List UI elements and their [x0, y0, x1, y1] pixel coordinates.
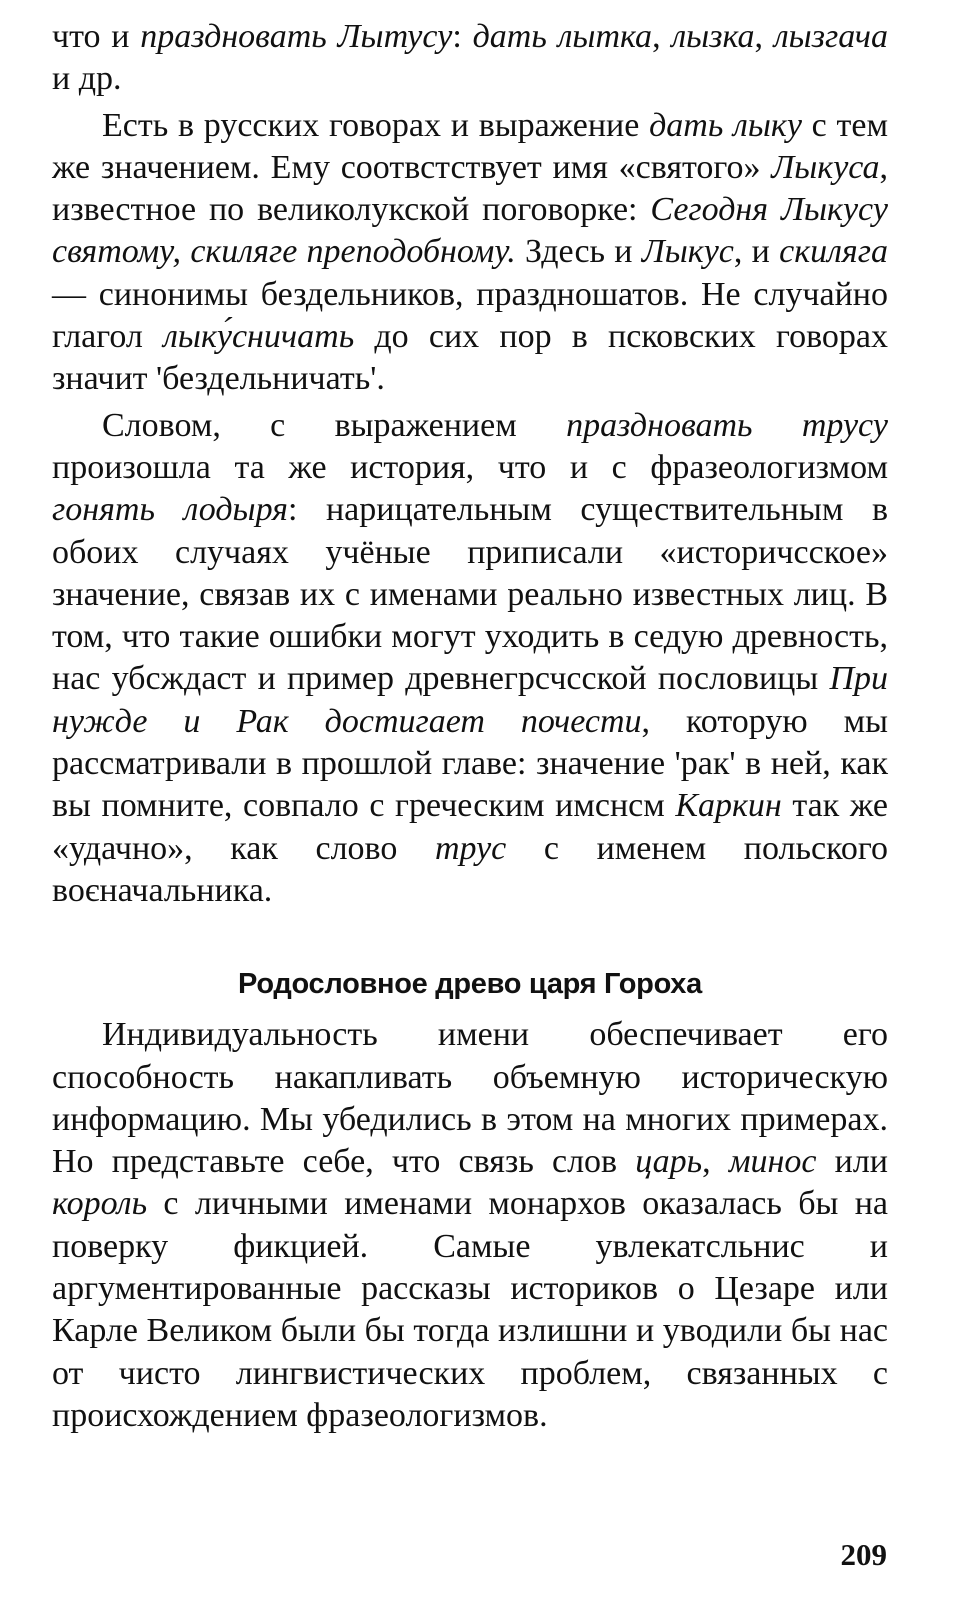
italic-text: лызка: [671, 18, 755, 55]
section-heading: Родословное древо царя Гороха: [238, 968, 702, 1001]
paragraph: [52, 16, 888, 101]
text-run: с тем же значением. Ему соотвстствует имя «святого»: [52, 106, 888, 186]
italic-text: минос: [728, 1143, 817, 1181]
italic-text: дать лытка: [472, 18, 653, 55]
italic-text: Лыкус: [641, 233, 734, 271]
text-run: ,: [652, 18, 672, 55]
text-run: : нарицательным существительным в обоих случаях учёные приписали «историчсское» значение, связав их с именами реально известных лиц. В том, что такие ошибки могут уходить в седую древность, нас убсждаст и пример древнегрсчсской пословицы: [52, 491, 888, 698]
text-block-section: [52, 1014, 888, 1437]
text-run: или: [816, 1143, 889, 1181]
text-run: , и: [733, 233, 780, 271]
text-run: с именем польского воєначальника.: [52, 829, 888, 909]
paragraph: [52, 105, 888, 401]
italic-text: праздновать трусу: [566, 406, 888, 444]
italic-text: При нужде и Рак достигает почести: [52, 660, 888, 740]
text-run: , которую мы рассматривали в прошлой главе: значение 'рак' в ней, как вы помните, совпало с греческим имснсм: [52, 702, 888, 825]
paragraph: [52, 1014, 888, 1437]
text-run: ,: [754, 18, 774, 55]
italic-text: Лыкуса: [771, 148, 880, 186]
text-run: с личными именами монархов оказалась бы на поверку фикцией. Самые увлекатсльнис и аргументированные рассказы историков о Цезаре или Карле Великом были бы тогда излишни и уводили бы нас от чисто лингвистических проблем, связанных с происхождением фразеологизмов.: [52, 1185, 888, 1434]
page-body: [52, 16, 888, 1437]
italic-text: лыку́сничать: [163, 318, 355, 356]
italic-text: король: [52, 1185, 148, 1223]
text-run: — синонимы бездельников, праздношатов. Не случайно глагол: [52, 275, 888, 356]
text-run: Индивидуальность имени обеспечивает его способность накапливать объемную историческую информацию. Мы убедились в этом на многих примерах. Но представьте себе, что связь слов: [52, 1016, 888, 1181]
text-run: что и: [52, 18, 141, 55]
italic-text: царь: [635, 1143, 703, 1181]
text-run: так же «удачно», как слово: [52, 787, 888, 867]
text-run: произошла та же история, что и с фразеологизмом: [52, 448, 888, 486]
text-run: , известное по великолукской поговорке:: [52, 148, 888, 229]
text-run: и др.: [52, 60, 122, 98]
italic-text: скиляга: [779, 233, 888, 271]
text-run: Словом, с выражением: [102, 406, 567, 444]
text-run: :: [452, 18, 473, 55]
text-run: ,: [702, 1143, 729, 1181]
text-block-main: [52, 16, 888, 912]
italic-text: трус: [434, 829, 507, 867]
italic-text: праздновать Лытусу: [140, 18, 453, 55]
paragraph: [52, 405, 888, 913]
text-run: Есть в русских говорах и выражение: [102, 106, 650, 144]
italic-text: Каркин: [675, 787, 782, 825]
page-number: 209: [840, 1537, 887, 1572]
italic-text: Сегодня Лыкусу святому, скиляге преподобному.: [52, 191, 889, 271]
italic-text: дать лыку: [649, 106, 802, 144]
italic-text: лызгача: [773, 18, 888, 55]
text-run: Здесь и: [515, 233, 642, 271]
text-run: до сих пор в псковских говорах значит 'бездельничать'.: [52, 318, 888, 398]
italic-text: гонять лодыря: [52, 491, 288, 529]
